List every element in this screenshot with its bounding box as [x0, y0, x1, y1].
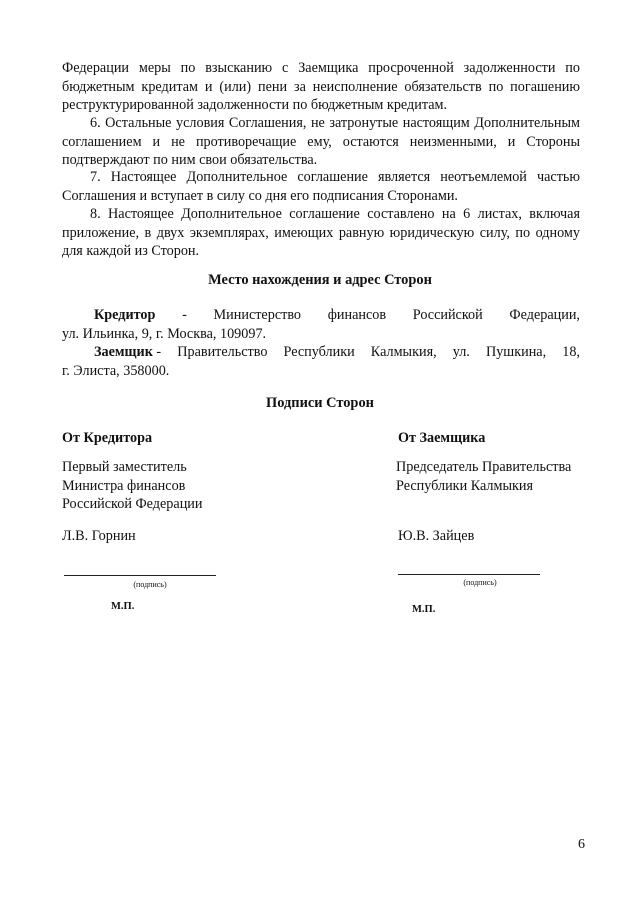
borrower-address-word: 18,	[562, 344, 580, 360]
borrower-label: Заемщик	[94, 344, 153, 360]
creditor-position-line: Министра финансов	[62, 477, 186, 494]
borrower-address-word: Республики	[283, 344, 355, 360]
creditor-position-line: Российской Федерации	[62, 496, 203, 512]
borrower-sign-title: От Заемщика	[398, 430, 486, 446]
borrower-line-1	[62, 343, 580, 362]
borrower-position-line: Председатель Правительства	[396, 459, 572, 475]
borrower-address-word: Пушкина,	[485, 344, 547, 360]
borrower-address-word: Правительство	[177, 344, 268, 360]
creditor-signer-name: Л.В. Горнин	[62, 528, 136, 544]
borrower-signature-caption: (подпись)	[463, 578, 497, 587]
borrower-dash: -	[156, 344, 162, 360]
creditor-position-line: Первый заместитель	[62, 459, 187, 475]
creditor-address-word: Министерство	[213, 307, 302, 323]
creditor-line-2: ул. Ильинка, 9, г. Москва, 109097.	[62, 325, 267, 342]
creditor-stamp-mark: М.П.	[111, 601, 135, 612]
page-number: 6	[578, 837, 585, 852]
creditor-address	[62, 306, 580, 343]
creditor-sign-title: От Кредитора	[62, 430, 153, 446]
borrower-stamp-mark: М.П.	[412, 604, 436, 615]
creditor-signature-line	[64, 575, 216, 576]
paragraph-8: 8. Настоящее Дополнительное соглашение составлено на 6 листах, включая приложение, в двух экземплярах, имеющих равную юридическую силу, по одному для каждой из Сторон.	[62, 206, 580, 259]
creditor-signature-caption: (подпись)	[133, 580, 167, 589]
borrower-line-2: г. Элиста, 358000.	[62, 362, 170, 379]
signatures-heading: Подписи Сторон	[266, 395, 374, 411]
creditor-dash: -	[182, 307, 187, 323]
paragraph-7: 7. Настоящее Дополнительное соглашение является неотъемлемой частью Соглашения и вступает в силу со дня его подписания Сторонами.	[62, 169, 580, 204]
creditor-position	[62, 458, 202, 514]
borrower-signature-line	[398, 574, 540, 575]
borrower-address-word: ул.	[452, 344, 470, 360]
creditor-line-1	[62, 306, 580, 325]
creditor-address-word: Федерации,	[509, 307, 580, 323]
address-heading: Место нахождения и адрес Сторон	[208, 272, 432, 288]
creditor-label: Кредитор	[94, 307, 156, 323]
borrower-address	[62, 343, 580, 380]
borrower-signer-name: Ю.В. Зайцев	[398, 528, 475, 544]
borrower-position-line: Республики Калмыкия	[396, 477, 534, 494]
borrower-address-word: Калмыкия,	[370, 344, 437, 360]
creditor-address-word: Российской	[412, 307, 483, 323]
borrower-position	[396, 458, 571, 495]
paragraph-continuation: Федерации меры по взысканию с Заемщика просроченной задолженности по бюджетным кредитам и (или) пени за неисполнение обязательств по погашению реструктурированной задолженности по бюджетным кредитам.	[62, 60, 580, 113]
creditor-address-word: финансов	[327, 307, 387, 323]
paragraph-6: 6. Остальные условия Соглашения, не затронутые настоящим Дополнительным соглашением и не противоречащие ему, остаются неизменными, и Стороны подтверждают по ним свои обязательства.	[62, 115, 580, 168]
